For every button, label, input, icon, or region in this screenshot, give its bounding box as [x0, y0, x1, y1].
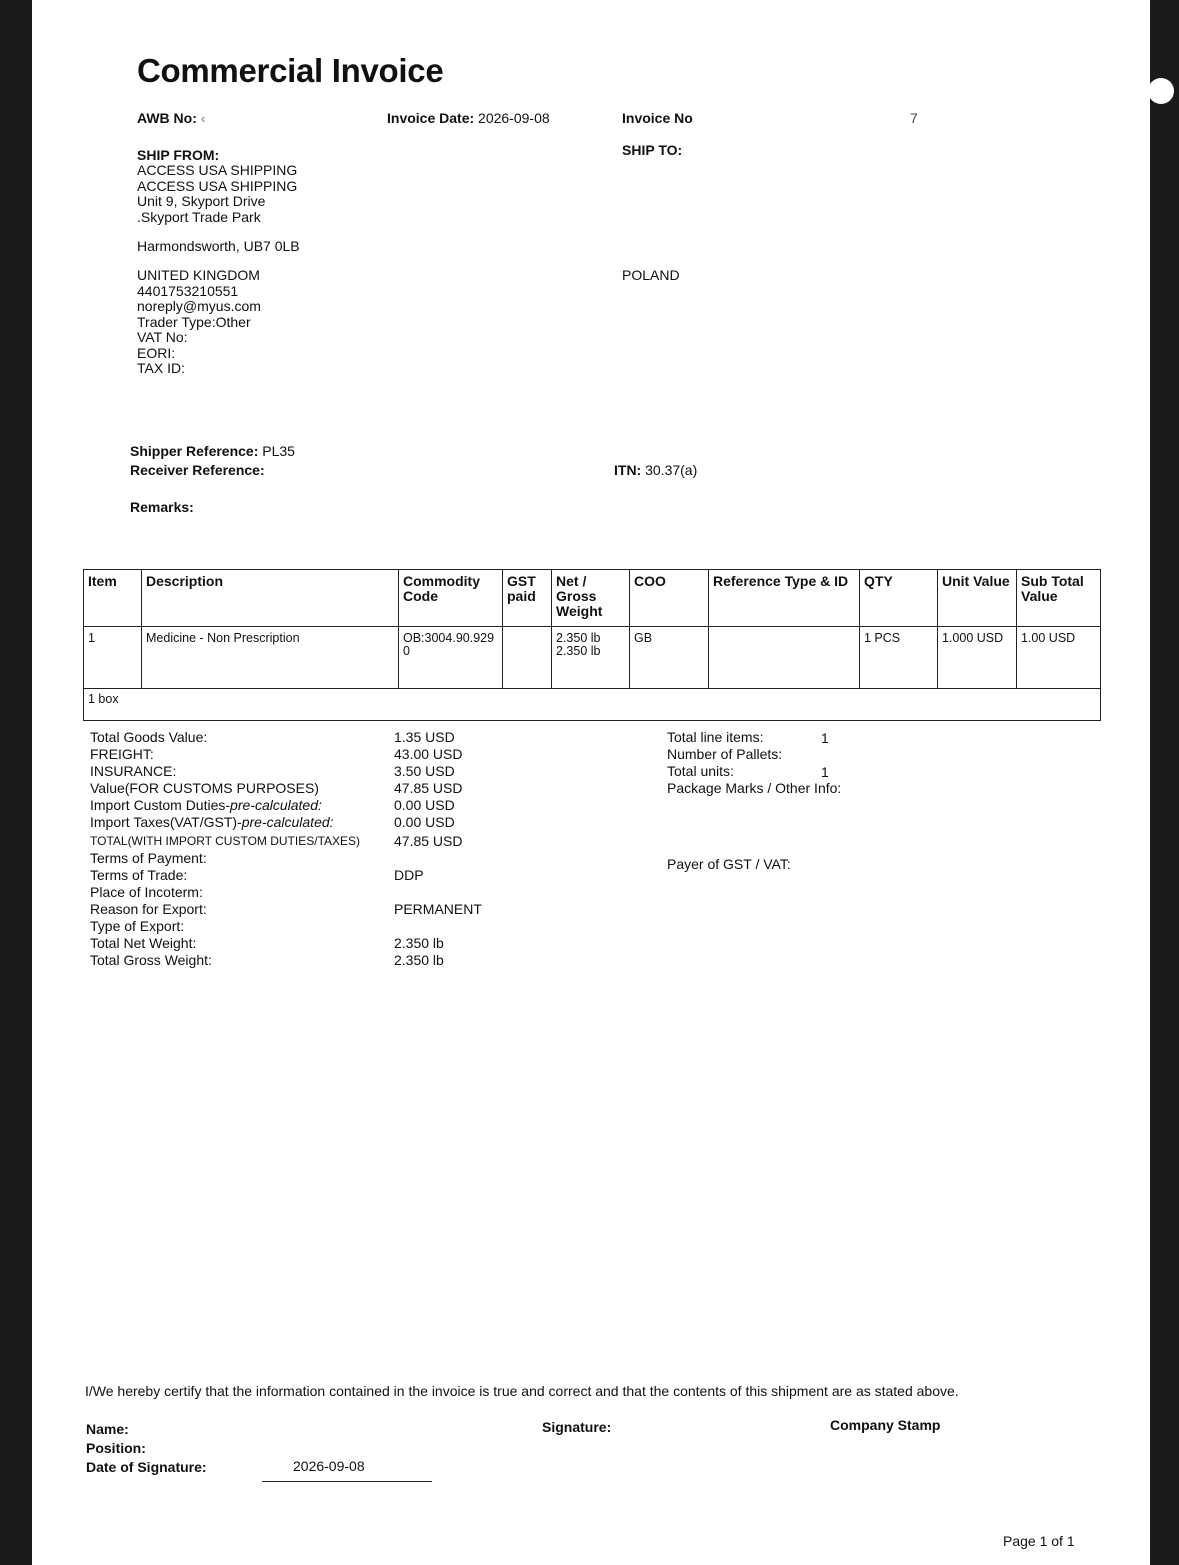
value-net-weight: 2.350 lb [394, 935, 444, 951]
label-place-incoterm: Place of Incoterm: [90, 884, 203, 900]
scroll-handle[interactable] [1148, 78, 1174, 104]
label-terms-trade: Terms of Trade: [90, 867, 188, 883]
label-terms-payment: Terms of Payment: [90, 850, 207, 866]
value-duties: 0.00 USD [394, 797, 455, 813]
summary-values [394, 729, 462, 850]
duties-precalc: pre-calculated: [230, 797, 322, 813]
ship-from-city: Harmondsworth, UB7 0LB [137, 238, 300, 254]
awb-label: AWB No: [137, 110, 197, 126]
shipper-ref-value: PL35 [262, 443, 295, 459]
shipper-ref-label: Shipper Reference: [130, 443, 259, 459]
label-reason-export: Reason for Export: [90, 901, 207, 917]
itn-value: 30.37(a) [645, 462, 698, 478]
company-stamp-label: Company Stamp [830, 1417, 941, 1433]
invoice-date-label: Invoice Date: [387, 110, 475, 126]
header-gst-paid: GST paid [503, 570, 552, 627]
certification-statement: I/We hereby certify that the information contained in the invoice is true and correct and that the contents of this shipment are as stated above. [85, 1383, 959, 1399]
label-type-export: Type of Export: [90, 918, 185, 934]
label-taxes [90, 814, 360, 831]
taxes-label: Import Taxes(VAT/GST)- [90, 814, 242, 830]
label-freight: FREIGHT: [90, 746, 154, 762]
value-insurance: 3.50 USD [394, 763, 455, 779]
label-net-weight: Total Net Weight: [90, 935, 197, 951]
cell-reference [709, 627, 860, 689]
receiver-ref-label: Receiver Reference: [130, 462, 265, 478]
date-underline [262, 1481, 432, 1482]
contact-line: TAX ID: [137, 360, 185, 376]
payer-gst-label: Payer of GST / VAT: [667, 856, 791, 872]
total-units-label: Total units: [667, 763, 734, 779]
ship-to-country: POLAND [622, 267, 680, 283]
value-customs: 47.85 USD [394, 780, 463, 796]
contact-line: UNITED KINGDOM [137, 267, 260, 283]
name-label: Name: [86, 1421, 129, 1437]
duties-label: Import Custom Duties- [90, 797, 231, 813]
ship-to-label-clip [622, 142, 683, 158]
ship-from-contact [137, 268, 261, 377]
ship-from-line: ACCESS USA SHIPPING [137, 177, 298, 194]
awb-field [137, 110, 205, 126]
viewer-frame-left [0, 0, 32, 1565]
ship-to-label: SHIP TO: [622, 142, 683, 158]
invoice-no-value: 7 [910, 110, 918, 126]
position-label: Position: [86, 1440, 146, 1456]
shipper-reference [130, 443, 297, 459]
table-row [84, 627, 1101, 689]
header-unit-value: Unit Value [938, 570, 1017, 627]
contact-line: 4401753210551 [137, 282, 239, 299]
signature-label: Signature: [542, 1419, 612, 1435]
itn-label: ITN: [614, 462, 642, 478]
invoice-date-value: 2026-09-08 [478, 110, 550, 126]
contact-line: Trader Type:Other [137, 313, 251, 330]
invoice-no-label: Invoice No [622, 110, 693, 126]
date-of-signature-label: Date of Signature: [86, 1459, 207, 1475]
value-total-goods: 1.35 USD [394, 729, 455, 745]
total-line-items-value: 1 [821, 730, 829, 746]
value-total-with: 47.85 USD [394, 833, 463, 849]
pallets-label: Number of Pallets: [667, 746, 783, 762]
summary-right [667, 729, 841, 797]
taxes-precalc: pre-calculated: [241, 814, 334, 830]
ship-from-line: Unit 9, Skyport Drive [137, 193, 266, 209]
value-freight: 43.00 USD [394, 746, 463, 762]
value-terms-trade: DDP [394, 867, 424, 883]
awb-value: ‹ [200, 110, 206, 126]
net-weight: 2.350 lb [556, 631, 601, 645]
label-total-with: TOTAL(WITH IMPORT CUSTOM DUTIES/TAXES) [90, 834, 361, 848]
summary-weights [394, 935, 444, 969]
package-count: 1 box [84, 689, 1101, 721]
table-header-row [84, 570, 1101, 627]
cell-weight [552, 627, 630, 689]
label-total-goods: Total Goods Value: [90, 729, 208, 745]
ship-from-line: ACCESS USA SHIPPING [137, 162, 298, 178]
package-marks-label: Package Marks / Other Info: [667, 780, 842, 796]
gross-weight: 2.350 lb [556, 643, 601, 658]
total-units-value: 1 [821, 764, 829, 780]
table-footer-row [84, 689, 1101, 721]
header-commodity-code: Commodity Code [399, 570, 503, 627]
value-reason-export: PERMANENT [394, 901, 482, 917]
total-line-items-label: Total line items: [667, 729, 764, 745]
cell-qty: 1 PCS [860, 627, 938, 689]
header-weight: Net / Gross Weight [552, 570, 630, 627]
invoice-page [32, 0, 1150, 1565]
contact-line: EORI: [137, 344, 176, 361]
label-gross-weight: Total Gross Weight: [90, 952, 212, 968]
value-gross-weight: 2.350 lb [394, 952, 444, 968]
header-item: Item [84, 570, 142, 627]
label-insurance: INSURANCE: [90, 763, 177, 779]
value-taxes: 0.00 USD [394, 814, 455, 830]
ship-from-label: SHIP FROM: [137, 147, 220, 163]
header-qty: QTY [860, 570, 938, 627]
viewer-scrollbar-track[interactable] [1150, 0, 1179, 1565]
header-description: Description [142, 570, 399, 627]
cell-unit-value: 1.000 USD [938, 627, 1017, 689]
header-coo: COO [630, 570, 709, 627]
remarks-label: Remarks: [130, 499, 194, 515]
contact-line: VAT No: [137, 329, 188, 345]
signer-labels [86, 1420, 207, 1477]
page-number: Page 1 of 1 [1003, 1533, 1075, 1549]
header-sub-total: Sub Total Value [1017, 570, 1101, 627]
header-reference: Reference Type & ID [709, 570, 860, 627]
cell-commodity: OB:3004.90.929 0 [399, 627, 503, 689]
summary-labels [90, 729, 360, 969]
label-duties [90, 797, 360, 814]
itn-field [614, 462, 697, 478]
page-title: Commercial Invoice [137, 52, 444, 89]
items-table [83, 569, 1101, 721]
date-of-signature-value: 2026-09-08 [293, 1458, 365, 1474]
cell-item: 1 [84, 627, 142, 689]
cell-sub-total: 1.00 USD [1017, 627, 1101, 689]
cell-gst [503, 627, 552, 689]
contact-line: noreply@myus.com [137, 298, 261, 314]
cell-description: Medicine - Non Prescription [142, 627, 399, 689]
cell-coo: GB [630, 627, 709, 689]
ship-from-line: .Skyport Trade Park [137, 208, 261, 225]
label-customs-value: Value(FOR CUSTOMS PURPOSES) [90, 780, 319, 796]
ship-from-address [137, 163, 297, 225]
invoice-date-field [387, 110, 550, 126]
